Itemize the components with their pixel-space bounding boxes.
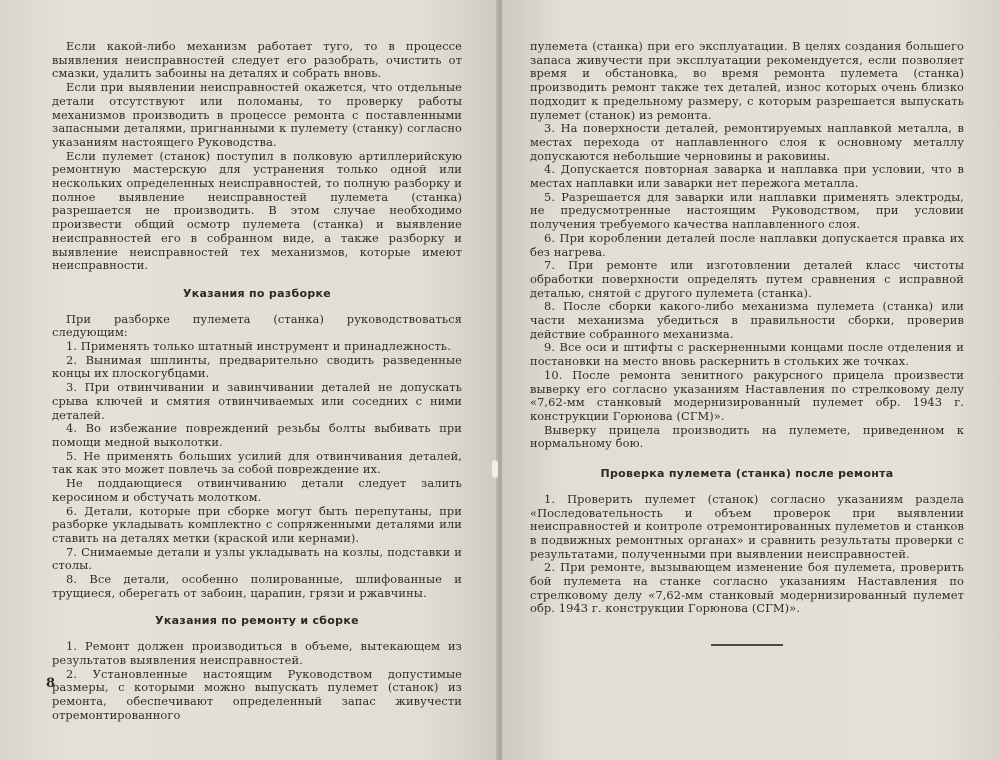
list-item: 2. Вынимая шплинты, предварительно сводить разведенные концы их плоскогубцами. bbox=[52, 352, 462, 381]
page-number: 8 bbox=[46, 676, 56, 691]
list-item: 4. Допускается повторная заварка и наплавка при условии, что в местах наплавки или заварки нет пережога металла. bbox=[530, 162, 964, 191]
list-item: 7. При ремонте или изготовлении деталей класс чистоты обработки поверхности определять путем сравнения с исправной деталью, снятой с другого пулемета (станка). bbox=[530, 258, 964, 300]
list-item: 5. Разрешается для заварки или наплавки применять электроды, не предусмотренные настоящим Руководством, при условии получения требуемого качества наплавленного слоя. bbox=[530, 189, 964, 232]
left-page-text bbox=[52, 40, 462, 722]
end-rule bbox=[711, 644, 783, 646]
list-item: 3. На поверхности деталей, ремонтируемых наплавкой металла, в местах перехода от наплавленного слоя к основному металлу допускаются небольшие черновины и раковины. bbox=[530, 121, 964, 163]
spine-tear bbox=[492, 460, 498, 478]
list-item: 8. После сборки какого-либо механизма пулемета (станка) или части механизма убедиться в правильности сборки, проверив действие собранного механизма. bbox=[530, 299, 964, 341]
list-item: Не поддающиеся отвинчиванию детали следует залить керосином и обстучать молотком. bbox=[52, 476, 462, 504]
left-page bbox=[0, 0, 498, 760]
list-item: 6. При короблении деталей после наплавки допускается правка их без нагрева. bbox=[530, 230, 964, 259]
list-item: 9. Все оси и штифты с раскерненными концами после отделения и постановки на место вновь раскернить в стольких же точках. bbox=[530, 340, 964, 369]
paragraph: При разборке пулемета (станка) руководствоваться следующим: bbox=[52, 311, 462, 340]
paragraph: Если пулемет (станок) поступил в полковую артиллерийскую ремонтную мастерскую для устранения только одной или нескольких определенных неисправностей, то полную разборку и полное выявление неисправностей пулемета (станка) разрешается не производить. В этом случае необходимо произвести общий осмотр пулемета (станка) и выявление неисправностей его в собранном виде, а также разборку и выявление неисправностей тех механизмов, которые имеют неисправности. bbox=[52, 148, 462, 273]
list-item: 5. Не применять больших усилий для отвинчивания деталей, так как это может повлечь за собой повреждение их. bbox=[52, 448, 462, 477]
list-item: 7. Снимаемые детали и узлы укладывать на козлы, подставки и столы. bbox=[52, 544, 462, 573]
list-item: 2. Установленные настоящим Руководством допустимые размеры, с которыми можно выпускать пулемет (станок) из ремонта, обеспечивают определенный запас живучести отремонтированного bbox=[52, 666, 462, 722]
list-item: 10. После ремонта зенитного ракурсного прицела произвести выверку его согласно указаниям Наставления по стрелковому делу «7,62-мм станковый модернизированный пулемет обр. 1943 г. конструкции Горюнова (СГМ)». bbox=[530, 367, 964, 423]
list-item: 1. Применять только штатный инструмент и принадлежность. bbox=[66, 339, 451, 354]
right-page bbox=[502, 0, 1000, 760]
list-item: 2. При ремонте, вызывающем изменение боя пулемета, проверить бой пулемета на станке согласно указаниям Наставления по стрелковому делу «7,62-мм станковый модернизированный пулемет обр. 1943 г. конструкции Горюнова (СГМ)». bbox=[530, 560, 964, 616]
section-heading-disassembly: Указания по разборке bbox=[182, 286, 332, 300]
section-heading-post-repair-check: Проверка пулемета (станка) после ремонта bbox=[600, 467, 894, 481]
paragraph: Если какой-либо механизм работает туго, то в процессе выявления неисправностей следует его разобрать, очистить от смазки, удалить забоины на деталях и собрать вновь. bbox=[52, 39, 462, 81]
list-item: 3. При отвинчивании и завинчивании деталей не допускать срыва ключей и смятия отвинчиваемых или соседних с ними деталей. bbox=[52, 380, 462, 422]
list-item: 1. Проверить пулемет (станок) согласно указаниям раздела «Последовательность и объем проверок при выявлении неисправностей и контроле отремонтированных пулеметов и станков в подвижных ремонтных органах» и сравнить результаты проверки с результатами, полученными при выявлении неисправностей. bbox=[530, 491, 964, 561]
list-item: Выверку прицела производить на пулемете, приведенном к нормальному бою. bbox=[530, 422, 964, 451]
paragraph: пулемета (станка) при его эксплуатации. В целях создания большего запаса живучести при эксплуатации рекомендуется, если позволяет время и обстановка, во время ремонта пулемета (станка) производить ремонт также тех деталей, износ которых очень близко подходит к предельному размеру, с которым разрешается выпускать пулемет (станок) из ремонта. bbox=[530, 39, 964, 122]
paragraph: Если при выявлении неисправностей окажется, что отдельные детали отсутствуют или поломаны, то проверку работы механизмов производить в процессе ремонта с поставленными запасными деталями, пригнанными к пулемету (станку) согласно указаниям настоящего Руководства. bbox=[52, 80, 462, 149]
list-item: 4. Во избежание повреждений резьбы болты выбивать при помощи медной выколотки. bbox=[52, 421, 462, 449]
right-page-text bbox=[530, 40, 964, 646]
section-heading-repair-assembly: Указания по ремонту и сборке bbox=[155, 614, 359, 628]
list-item: 6. Детали, которые при сборке могут быть перепутаны, при разборке укладывать комплектно с сопряженными деталями или ставить на деталях метки (краской или кернами). bbox=[52, 503, 462, 545]
list-item: 8. Все детали, особенно полированные, шлифованные и трущиеся, оберегать от забоин, царапин, грязи и ржавчины. bbox=[52, 572, 462, 600]
list-item: 1. Ремонт должен производиться в объеме, вытекающем из результатов выявления неисправностей. bbox=[52, 639, 462, 667]
